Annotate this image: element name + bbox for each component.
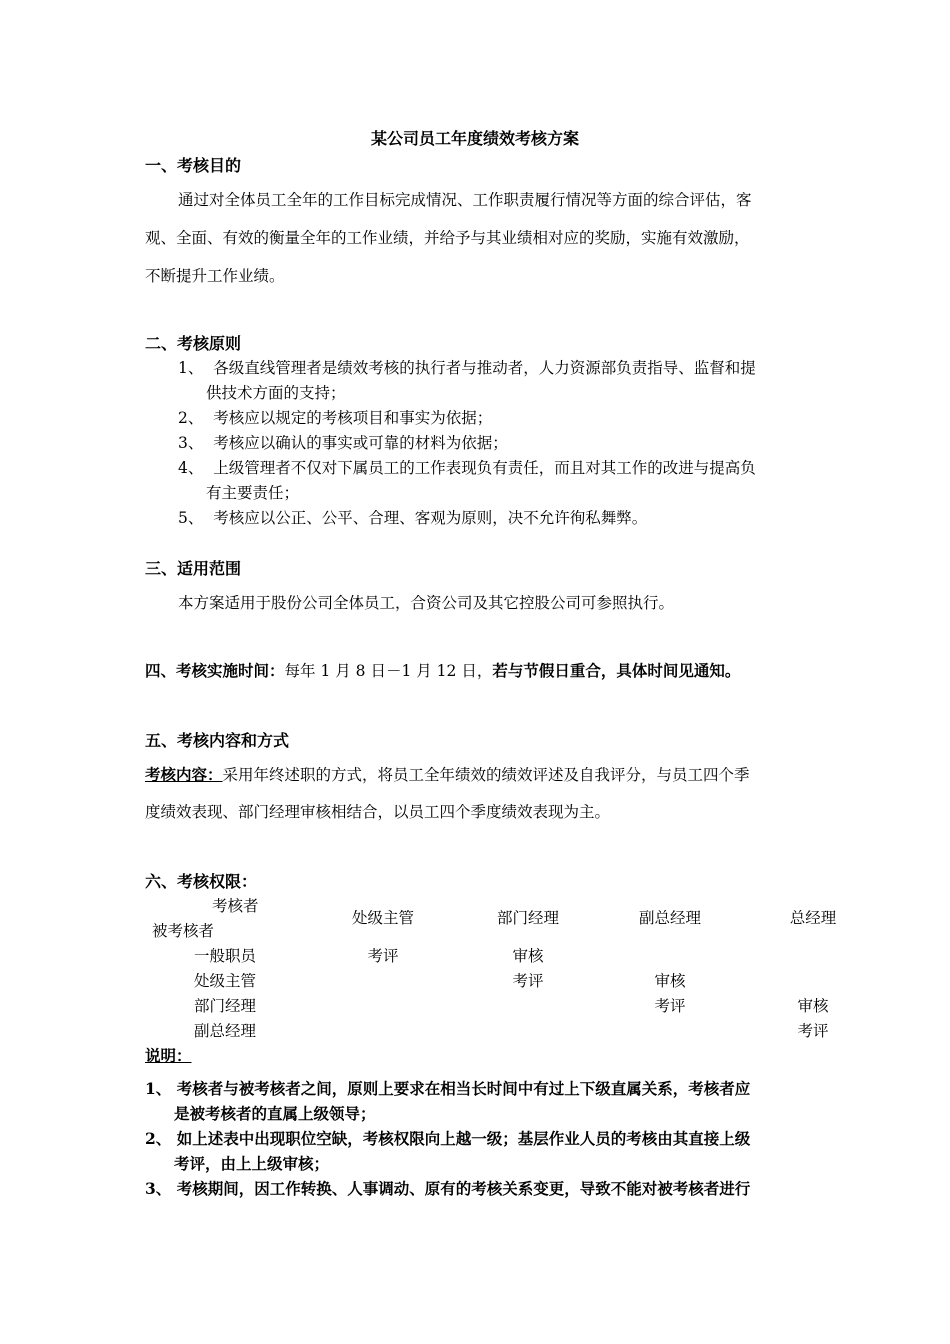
principle-item-3 (178, 431, 508, 453)
section-1-line-3: 不断提升工作业绩。 (145, 267, 285, 285)
principle-num: 1、 (178, 359, 204, 377)
table-cell: 审核 (797, 997, 829, 1015)
note-item-1-cont: 是被考核者的直属上级领导； (174, 1104, 376, 1123)
note-text: 如上述表中出现职位空缺，考核权限向上越一级；基层作业人员的考核由其直接上级 (176, 1129, 751, 1148)
note-text: 考核期间，因工作转换、人事调动、原有的考核关系变更，导致不能对被考核者进行 (176, 1179, 751, 1198)
column-header: 部门经理 (496, 909, 559, 927)
section-3-text: 本方案适用于股份公司全体员工，合资公司及其它控股公司可参照执行。 (178, 594, 675, 612)
section-3-heading: 三、适用范围 (145, 559, 242, 578)
content-label: 考核内容： (145, 765, 223, 784)
table-corner-reviewee: 被考核者 (152, 922, 215, 940)
section-6-heading: 六、考核权限： (145, 872, 258, 891)
note-num: 1、 (145, 1079, 172, 1098)
row-label: 处级主管 (194, 972, 257, 990)
principle-text: 考核应以规定的考核项目和事实为依据； (213, 409, 493, 427)
section-1-heading: 一、考核目的 (145, 156, 242, 175)
table-cell: 考评 (512, 972, 544, 990)
note-text: 考核者与被考核者之间，原则上要求在相当长时间中有过上下级直属关系，考核者应 (176, 1079, 751, 1098)
note-num: 3、 (145, 1179, 172, 1198)
principle-text: 考核应以公正、公平、合理、客观为原则，决不允许徇私舞弊。 (213, 509, 648, 527)
principle-num: 4、 (178, 459, 204, 477)
principle-text: 上级管理者不仅对下属员工的工作表现负有责任，而且对其工作的改进与提高负 (213, 459, 756, 477)
note-item-1 (145, 1077, 750, 1099)
table-cell: 考评 (654, 997, 686, 1015)
principle-num: 2、 (178, 409, 204, 427)
column-header: 副总经理 (638, 909, 701, 927)
section-4-note: 若与节假日重合，具体时间见通知。 (492, 661, 741, 680)
row-label: 部门经理 (194, 997, 257, 1015)
principle-item-4 (178, 456, 756, 478)
note-item-2-cont: 考评，由上上级审核； (174, 1154, 330, 1173)
row-label: 副总经理 (194, 1022, 257, 1040)
section-4-time: 每年 1 月 8 日－1 月 12 日， (284, 662, 493, 680)
principle-text: 考核应以确认的事实或可靠的材料为依据； (213, 434, 508, 452)
section-5-heading: 五、考核内容和方式 (145, 731, 290, 750)
section-5-line-2: 度绩效表现、部门经理审核相结合，以员工四个季度绩效表现为主。 (145, 803, 611, 821)
table-cell: 考评 (797, 1022, 829, 1040)
note-num: 2、 (145, 1129, 172, 1148)
document-title: 某公司员工年度绩效考核方案 (370, 129, 579, 148)
section-5-line-1 (145, 763, 750, 785)
notes-heading: 说明： (145, 1046, 192, 1065)
note-item-2 (145, 1127, 750, 1149)
principle-item-1 (178, 356, 756, 378)
principle-item-2 (178, 406, 492, 428)
note-item-3 (145, 1177, 750, 1199)
content-text: 采用年终述职的方式，将员工全年绩效的绩效评述及自我评分，与员工四个季 (222, 766, 750, 784)
section-2-heading: 二、考核原则 (145, 334, 242, 353)
principle-item-1-cont: 供技术方面的支持； (206, 384, 346, 402)
principle-num: 5、 (178, 509, 204, 527)
principle-text: 各级直线管理者是绩效考核的执行者与推动者，人力资源部负责指导、监督和提 (213, 359, 756, 377)
principle-item-5 (178, 506, 647, 528)
column-header: 处级主管 (351, 909, 414, 927)
row-label: 一般职员 (194, 947, 257, 965)
section-1-line-1: 通过对全体员工全年的工作目标完成情况、工作职责履行情况等方面的综合评估，客 (178, 191, 752, 209)
section-1-line-2: 观、全面、有效的衡量全年的工作业绩，并给予与其业绩相对应的奖励，实施有效激励， (145, 229, 750, 247)
table-cell: 考评 (367, 947, 399, 965)
section-4-line (145, 659, 740, 681)
table-cell: 审核 (512, 947, 544, 965)
table-corner-reviewer: 考核者 (212, 897, 259, 915)
section-4-heading: 四、考核实施时间： (145, 661, 285, 680)
principle-item-4-cont: 有主要责任； (206, 484, 300, 502)
table-cell: 审核 (654, 972, 686, 990)
column-header: 总经理 (789, 909, 837, 927)
principle-num: 3、 (178, 434, 204, 452)
